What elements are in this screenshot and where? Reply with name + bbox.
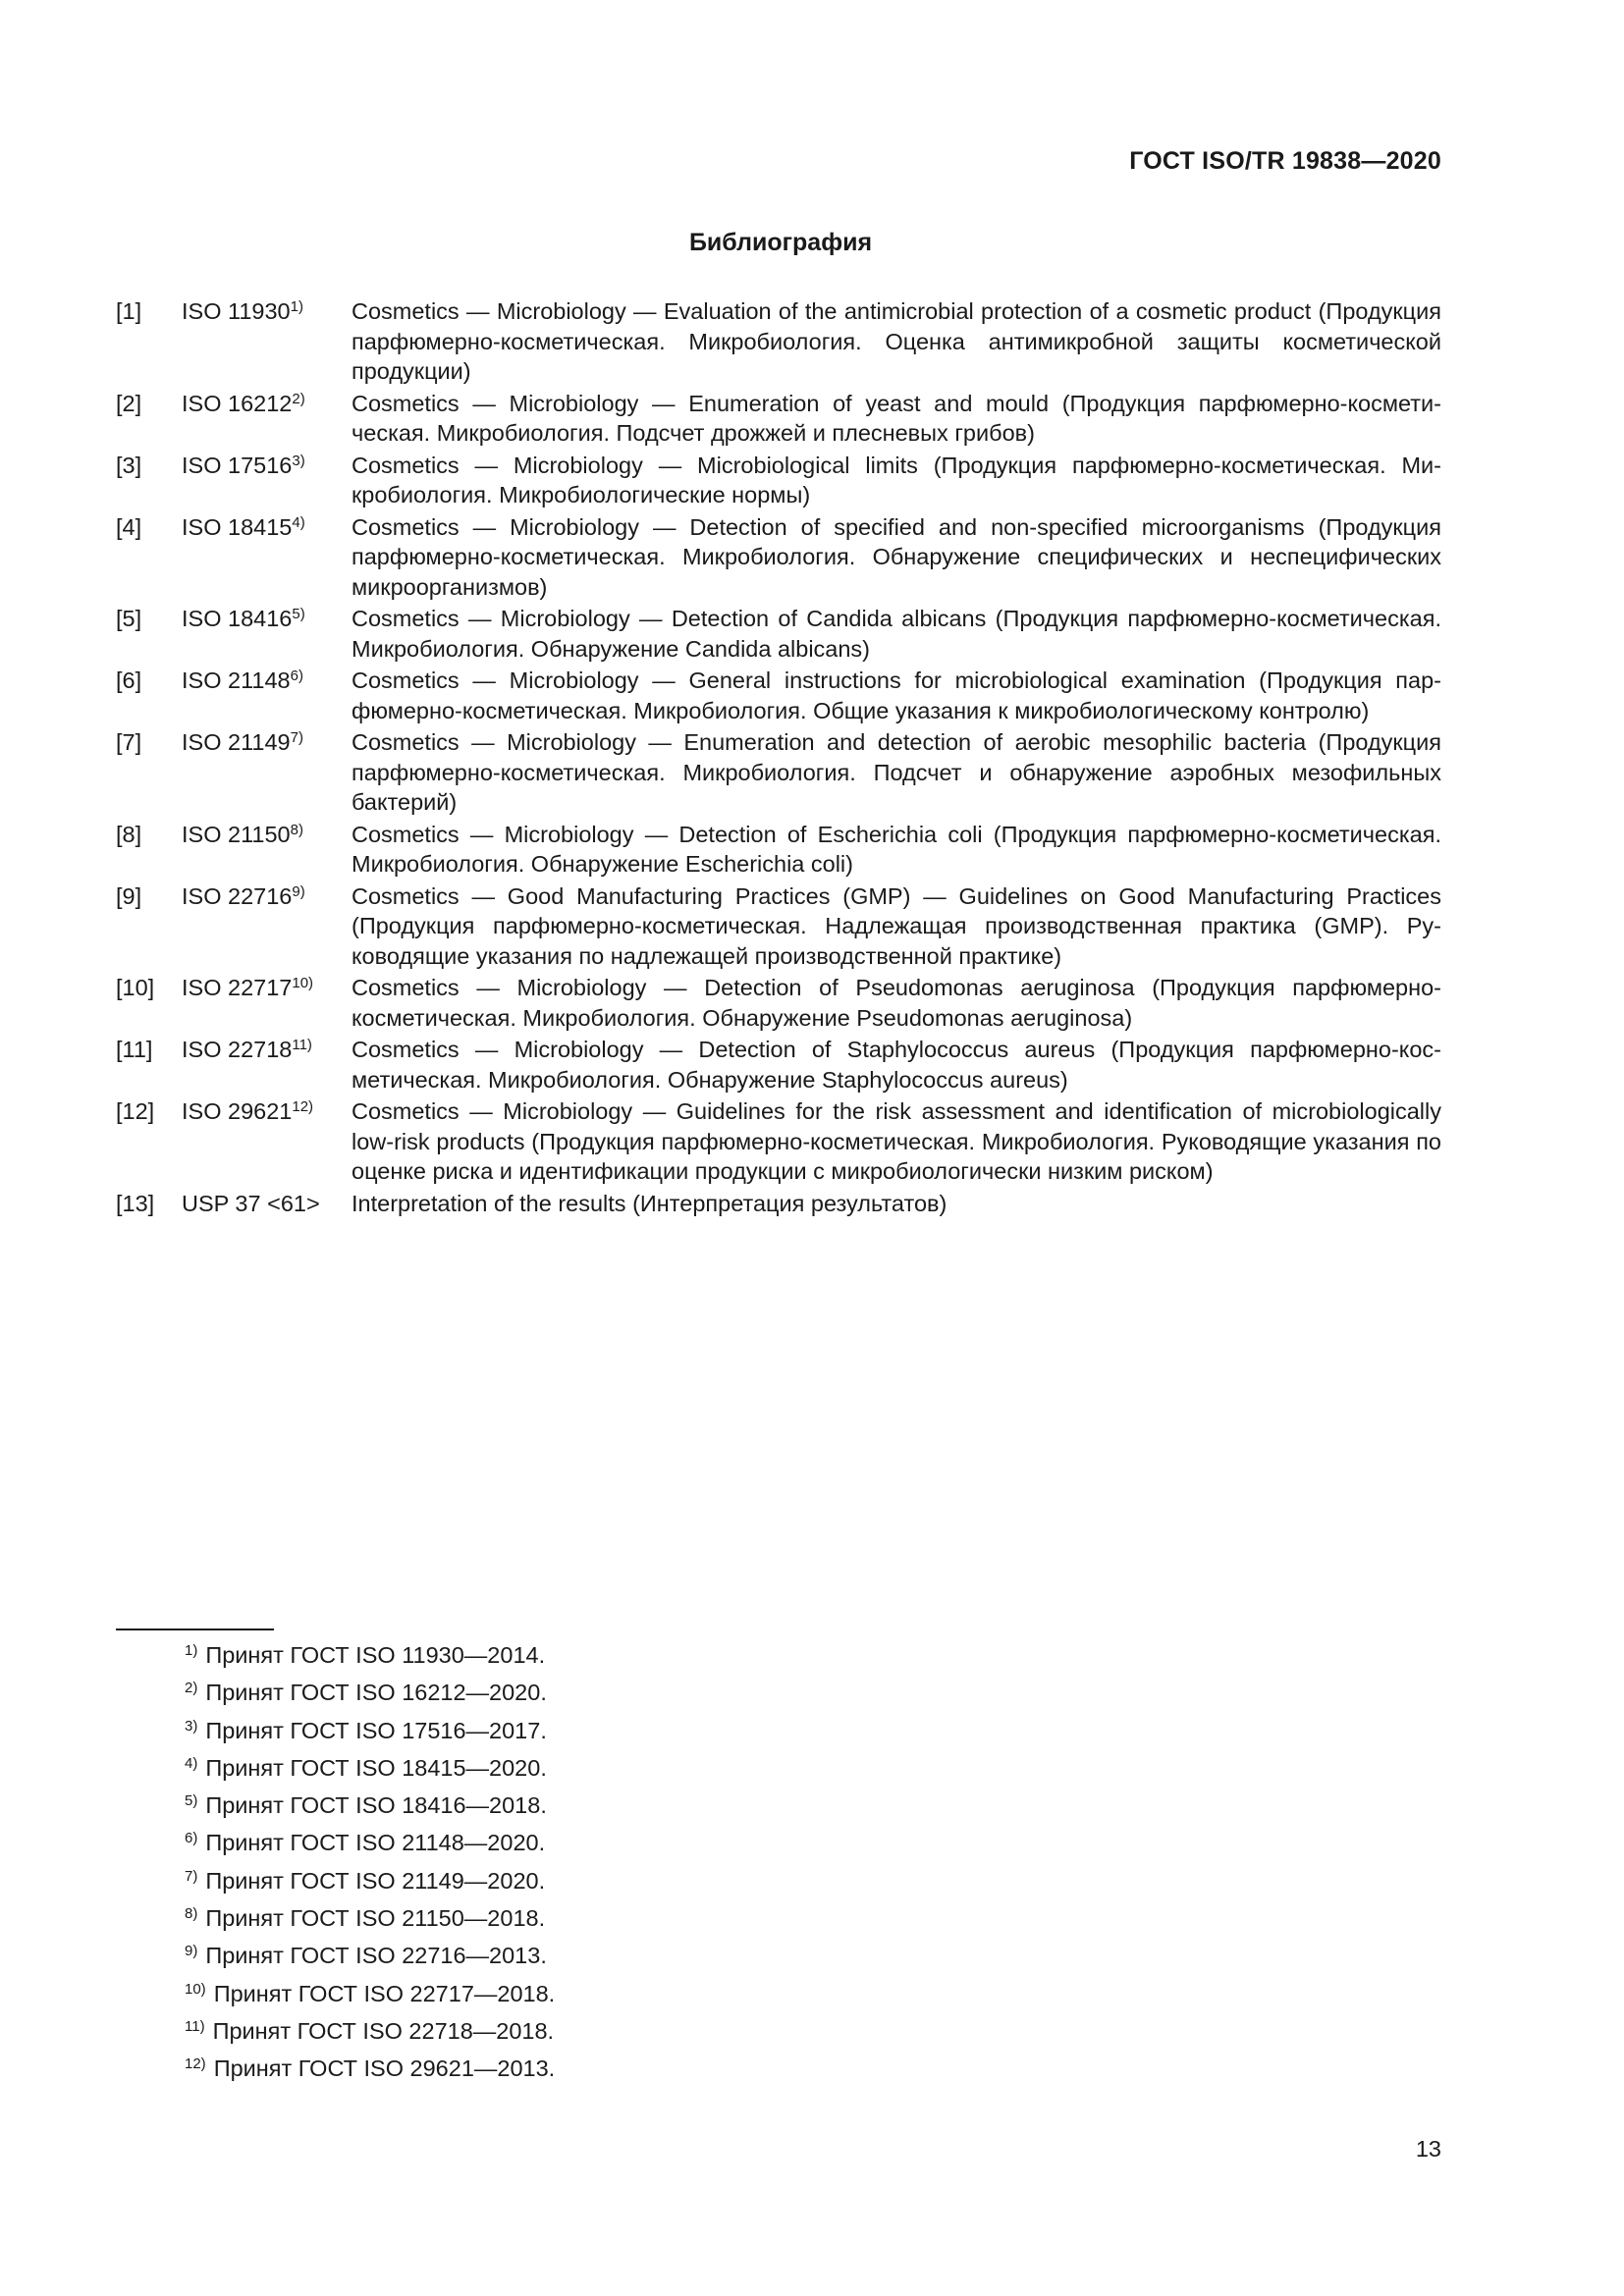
page-number: 13 [1415, 2136, 1441, 2162]
bib-number: [7] [116, 729, 142, 755]
bib-number: [9] [116, 882, 142, 909]
bib-standard-code [182, 1096, 352, 1127]
bib-code-text: ISO 11930 [182, 298, 291, 324]
bib-title: Cosmetics — Microbiology — Detection of Staphylococcus aureus (Продукция парфюмерно-косметическая. Микробиология. Обнаружение Staphylococcus aureus) [352, 1037, 1441, 1093]
footnote-text: Принят ГОСТ ISO 18415—2020. [205, 1754, 547, 1781]
footnote-mark: 1) [185, 1642, 198, 1659]
footnote-text: Принят ГОСТ ISO 21149—2020. [205, 1867, 546, 1894]
bib-entry [116, 451, 1441, 510]
footnote-mark: 12) [185, 2056, 206, 2073]
bib-title: Cosmetics — Microbiology — Guidelines for the risk assessment and identification of microbiologically low-risk products (Продукция парфюмерно-косметическая. Микробиология. Руководящие указания по оценке риска и идентификации продукции с микробиологически низким риском) [352, 1098, 1441, 1184]
bib-title: Interpretation of the results (Интерпретация результатов) [352, 1190, 947, 1216]
bib-standard-code [182, 1035, 352, 1065]
footnote [185, 1712, 555, 1749]
bib-entry [116, 512, 1441, 603]
bib-entry [116, 727, 1441, 818]
footnote-mark: 3) [185, 1717, 198, 1735]
footnote-ref: 10) [292, 975, 314, 991]
footnote-ref: 12) [292, 1098, 314, 1115]
footnote-text: Принят ГОСТ ISO 18416—2018. [205, 1792, 547, 1819]
footnote-mark: 10) [185, 1980, 206, 1998]
bib-entry [116, 389, 1441, 449]
footnote-mark: 5) [185, 1792, 198, 1810]
bib-code-text: ISO 22717 [182, 975, 293, 1000]
footnote-ref: 9) [292, 882, 305, 900]
bib-title: Cosmetics — Microbiology — General instructions for microbiological examination (Продукция парфюмерно-косметическая. Микробиология. Общие указания к микробиологическому контролю) [352, 667, 1441, 723]
bib-standard-code [182, 389, 352, 419]
bib-entry [116, 881, 1441, 972]
footnote-mark: 8) [185, 1905, 198, 1923]
bib-title: Cosmetics — Microbiology — Detection of Candida albicans (Продукция парфюмерно-косметическая. Микробиология. Обнаружение Candida albicans) [352, 606, 1441, 662]
bib-code-text: ISO 17516 [182, 452, 293, 478]
bib-standard-code [182, 973, 352, 1003]
bib-entry [116, 973, 1441, 1033]
footnote [185, 1787, 555, 1824]
footnote-mark: 2) [185, 1680, 198, 1697]
footnote-text: Принят ГОСТ ISO 29621—2013. [213, 2056, 556, 2082]
footnote [185, 1862, 555, 1899]
footnote-mark: 4) [185, 1754, 198, 1772]
footnote-ref: 7) [290, 729, 303, 746]
bib-number: [6] [116, 667, 142, 693]
bib-code-text: ISO 21150 [182, 821, 291, 847]
footnote [185, 2050, 555, 2087]
footnote-text: Принят ГОСТ ISO 16212—2020. [205, 1680, 547, 1706]
bib-standard-code [182, 451, 352, 481]
footnote [185, 1975, 555, 2012]
bib-code-text: ISO 16212 [182, 390, 293, 416]
footnote [185, 1899, 555, 1937]
bib-standard-code [182, 604, 352, 634]
bib-title: Cosmetics — Microbiology — Detection of Pseudomonas aeruginosa (Продукция парфюмернокосметическая. Микробиология. Обнаружение Pseudomonas aeruginosa) [352, 975, 1441, 1031]
bib-number: [4] [116, 513, 142, 540]
bib-title: Cosmetics — Microbiology — Detection of Escherichia coli (Продукция парфюмерно-косметическая. Микробиология. Обнаружение Escherichia coli) [352, 821, 1441, 877]
footnote-mark: 9) [185, 1943, 198, 1960]
footnote [185, 1749, 555, 1787]
bib-entry [116, 1096, 1441, 1187]
bib-number: [1] [116, 298, 142, 324]
bib-number: [2] [116, 390, 142, 416]
bib-standard-code [182, 512, 352, 543]
bib-standard-code [182, 727, 352, 758]
bib-number: [8] [116, 821, 142, 847]
bib-title: Cosmetics — Good Manufacturing Practices (GMP) — Guidelines on Good Manufacturing Practices (Продукция парфюмерно-косметическая. Надлежащая производственная практика (GMP). Руководящие указания по надлежащей производственной практике) [352, 882, 1441, 969]
footnote-text: Принят ГОСТ ISO 21150—2018. [205, 1905, 546, 1932]
footnote [185, 1824, 555, 1861]
bib-code-text: ISO 22716 [182, 882, 293, 909]
bib-code-text: ISO 22718 [182, 1037, 293, 1062]
footnote-ref: 8) [290, 821, 303, 838]
bib-title: Cosmetics — Microbiology — Microbiological limits (Продукция парфюмерно-косметическая. Микробиология. Микробиологические нормы) [352, 452, 1441, 507]
footnote-ref: 6) [290, 667, 303, 684]
bib-entry [116, 820, 1441, 880]
bib-code-text: ISO 18415 [182, 513, 293, 540]
bib-standard-code [182, 881, 352, 912]
bib-number: [3] [116, 452, 142, 478]
bibliography-list [116, 296, 1441, 1220]
bib-number: [10] [116, 975, 155, 1000]
bib-number: [5] [116, 606, 142, 631]
footnote-separator [116, 1629, 274, 1630]
bib-title: Cosmetics — Microbiology — Enumeration of yeast and mould (Продукция парфюмерно-косметическая. Микробиология. Подсчет дрожжей и плесневых грибов) [352, 390, 1441, 446]
footnote-ref: 2) [292, 390, 305, 407]
footnote-ref: 1) [290, 298, 303, 315]
footnote-ref: 3) [292, 452, 305, 469]
bib-standard-code [182, 666, 352, 696]
bib-number: [11] [116, 1037, 153, 1062]
footnote-text: Принят ГОСТ ISO 22718—2018. [212, 2017, 555, 2044]
bib-entry [116, 666, 1441, 725]
footnote [185, 1937, 555, 1974]
footnote-mark: 11) [185, 2017, 205, 2035]
footnote-text: Принят ГОСТ ISO 22716—2013. [205, 1943, 547, 1969]
bib-code-text: ISO 29621 [182, 1098, 293, 1124]
footnote [185, 1674, 555, 1711]
bib-entry [116, 296, 1441, 387]
footnote-mark: 7) [185, 1867, 198, 1885]
bib-code-text: ISO 18416 [182, 606, 293, 631]
bib-standard-code [182, 1189, 352, 1219]
bib-number: [13] [116, 1190, 155, 1216]
footnote-text: Принят ГОСТ ISO 22717—2018. [213, 1980, 556, 2006]
footnote [185, 1636, 555, 1674]
footnote-ref: 4) [292, 513, 305, 531]
bib-entry [116, 1189, 1441, 1219]
footnote-text: Принят ГОСТ ISO 21148—2020. [205, 1830, 546, 1856]
bib-code-text: ISO 21149 [182, 729, 291, 755]
bib-code-text: ISO 21148 [182, 667, 291, 693]
bib-title: Cosmetics — Microbiology — Evaluation of the antimicrobial protection of a cosmetic product (Продукция парфюмерно-косметическая. Микробиология. Оценка антимикробной защиты косметической продукции) [352, 298, 1441, 384]
footnotes [185, 1636, 555, 2088]
bib-code-text: USP 37 <61> [182, 1190, 320, 1216]
footnote-ref: 5) [292, 606, 305, 622]
document-id: ГОСТ ISO/TR 19838—2020 [1129, 147, 1441, 175]
bib-title: Cosmetics — Microbiology — Enumeration and detection of aerobic mesophilic bacteria (Продукция парфюмерно-косметическая. Микробиология. Подсчет и обнаружение аэробных мезофильных бактерий) [352, 729, 1441, 815]
bibliography-title: Библиография [688, 229, 873, 256]
footnote-ref: 11) [292, 1037, 312, 1053]
footnote [185, 2012, 555, 2050]
bib-title: Cosmetics — Microbiology — Detection of specified and non-specified microorganisms (Продукция парфюмерно-косметическая. Микробиология. Обнаружение специфических и неспецифических микроорганизмов) [352, 513, 1441, 600]
bib-entry [116, 604, 1441, 664]
bib-standard-code [182, 296, 352, 327]
footnote-text: Принят ГОСТ ISO 11930—2014. [205, 1642, 546, 1668]
footnote-mark: 6) [185, 1830, 198, 1847]
bib-standard-code [182, 820, 352, 850]
bib-entry [116, 1035, 1441, 1095]
bib-number: [12] [116, 1098, 155, 1124]
footnote-text: Принят ГОСТ ISO 17516—2017. [205, 1717, 547, 1743]
